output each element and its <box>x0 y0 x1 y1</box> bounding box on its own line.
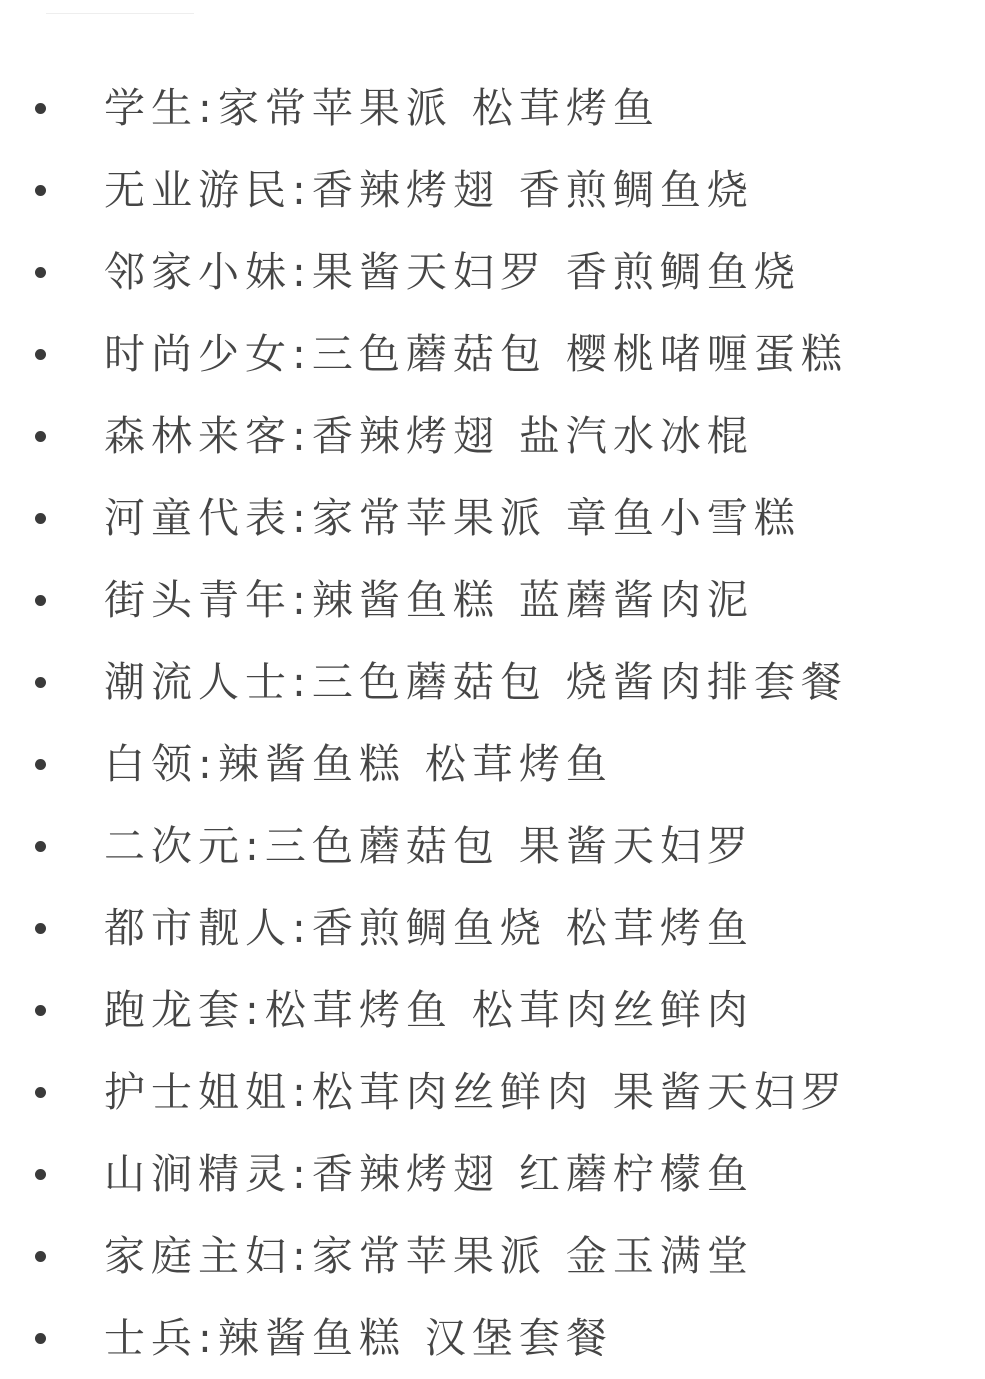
list-item-text: 街头青年:辣酱鱼糕 蓝蘑酱肉泥 <box>104 576 754 624</box>
list-item-text: 白领:辣酱鱼糕 松茸烤鱼 <box>104 740 613 788</box>
bullet-dot-icon <box>35 513 46 524</box>
bullet-dot-icon <box>35 841 46 852</box>
bullet-dot-icon <box>35 595 46 606</box>
bullet-dot-icon <box>35 349 46 360</box>
bullet-dot-icon <box>35 923 46 934</box>
bullet-dot-icon <box>35 1333 46 1344</box>
list-item-text: 学生:家常苹果派 松茸烤鱼 <box>104 84 660 132</box>
bullet-dot-icon <box>35 103 46 114</box>
bullet-dot-icon <box>35 1005 46 1016</box>
list-item-text: 跑龙套:松茸烤鱼 松茸肉丝鲜肉 <box>104 986 754 1034</box>
bullet-dot-icon <box>35 1087 46 1098</box>
list-item-text: 森林来客:香辣烤翅 盐汽水冰棍 <box>104 412 754 460</box>
list-item-text: 护士姐姐:松茸肉丝鲜肉 果酱天妇罗 <box>104 1068 848 1116</box>
bullet-dot-icon <box>35 677 46 688</box>
list-item-text: 家庭主妇:家常苹果派 金玉满堂 <box>104 1232 754 1280</box>
list-item-text: 二次元:三色蘑菇包 果酱天妇罗 <box>104 822 754 870</box>
bullet-dot-icon <box>35 267 46 278</box>
bullet-dot-icon <box>35 185 46 196</box>
list-item-text: 河童代表:家常苹果派 章鱼小雪糕 <box>104 494 801 542</box>
list-item-text: 邻家小妹:果酱天妇罗 香煎鲷鱼烧 <box>104 248 801 296</box>
list-item-text: 无业游民:香辣烤翅 香煎鲷鱼烧 <box>104 166 754 214</box>
list-item-text: 时尚少女:三色蘑菇包 樱桃啫喱蛋糕 <box>104 330 848 378</box>
list-item-text: 都市靓人:香煎鲷鱼烧 松茸烤鱼 <box>104 904 754 952</box>
list-item-text: 潮流人士:三色蘑菇包 烧酱肉排套餐 <box>104 658 848 706</box>
bullet-dot-icon <box>35 1169 46 1180</box>
bullet-dot-icon <box>35 759 46 770</box>
list-item-text: 士兵:辣酱鱼糕 汉堡套餐 <box>104 1314 613 1362</box>
bullet-dot-icon <box>35 431 46 442</box>
top-divider <box>46 13 194 14</box>
bullet-dot-icon <box>35 1251 46 1262</box>
list-item-text: 山涧精灵:香辣烤翅 红蘑柠檬鱼 <box>104 1150 754 1198</box>
